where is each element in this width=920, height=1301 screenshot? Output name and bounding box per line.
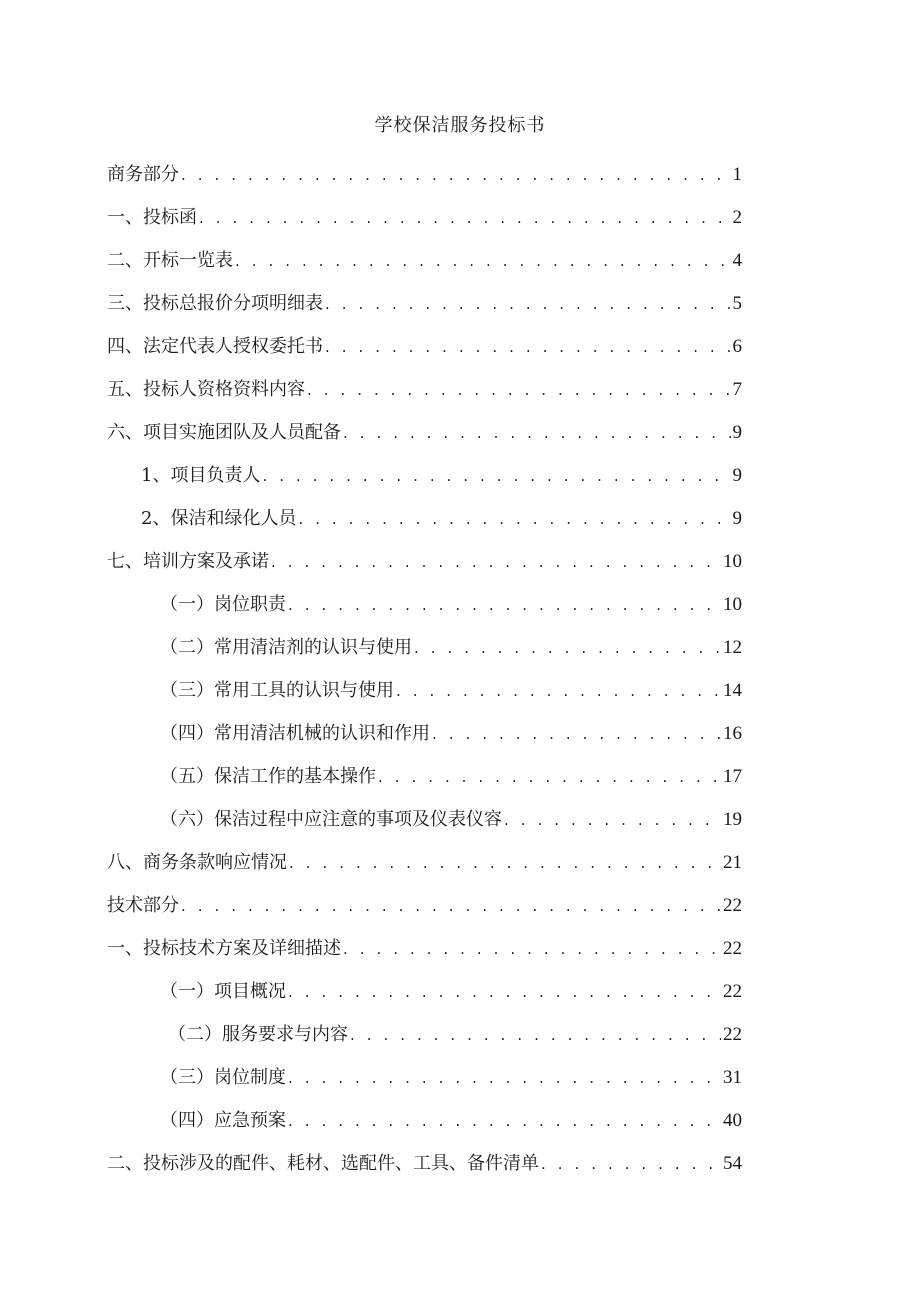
toc-entry-label: （五）保洁工作的基本操作 <box>160 766 376 787</box>
toc-page-number: 17 <box>723 766 742 787</box>
toc-page-number: 7 <box>732 379 742 400</box>
toc-dot-leader <box>181 892 721 920</box>
toc-entry-label: 二、开标一览表 <box>107 250 233 271</box>
toc-entry[interactable] <box>160 978 742 1006</box>
toc-dot-leader <box>541 1150 721 1178</box>
toc-entry-label: （四）应急预案 <box>160 1110 286 1131</box>
toc-dot-leader <box>288 1107 721 1135</box>
toc-dot-leader <box>350 1021 721 1049</box>
toc-entry[interactable] <box>107 892 742 920</box>
toc-entry-label: 技术部分 <box>107 895 179 916</box>
toc-entry-label: （六）保洁过程中应注意的事项及仪表仪容 <box>160 809 502 830</box>
toc-page-number: 9 <box>732 465 742 486</box>
toc-entry[interactable] <box>107 849 742 877</box>
toc-entry-label: （二）常用清洁剂的认识与使用 <box>160 637 412 658</box>
toc-entry[interactable] <box>107 1150 742 1178</box>
toc-entry-label: （二）服务要求与内容 <box>168 1024 348 1045</box>
toc-page-number: 10 <box>723 594 742 615</box>
toc-page-number: 22 <box>723 981 742 1002</box>
toc-page-number: 31 <box>723 1067 742 1088</box>
toc-entry-label: 一、投标函 <box>107 207 197 228</box>
toc-dot-leader <box>343 935 721 963</box>
toc-entry[interactable] <box>160 634 742 662</box>
toc-entry[interactable] <box>168 1021 742 1049</box>
toc-entry-label: 商务部分 <box>107 164 179 185</box>
toc-dot-leader <box>378 763 721 791</box>
toc-page-number: 10 <box>723 551 742 572</box>
toc-entry[interactable] <box>107 419 742 447</box>
toc-entry[interactable] <box>107 247 742 275</box>
toc-page-number: 40 <box>723 1110 742 1131</box>
toc-dot-leader <box>271 548 721 576</box>
toc-entry-label: （四）常用清洁机械的认识和作用 <box>160 723 430 744</box>
toc-dot-leader <box>414 634 721 662</box>
toc-entry-label: （一）岗位职责 <box>160 594 286 615</box>
toc-entry[interactable] <box>160 720 742 748</box>
toc-page-number: 9 <box>732 508 742 529</box>
toc-entry[interactable] <box>160 591 742 619</box>
toc-entry[interactable] <box>107 161 742 189</box>
toc-dot-leader <box>288 1064 721 1092</box>
toc-page-number: 19 <box>723 809 742 830</box>
toc-entry[interactable] <box>160 763 742 791</box>
toc-entry-label: 七、培训方案及承诺 <box>107 551 269 572</box>
toc-dot-leader <box>181 161 731 189</box>
toc-page-number: 22 <box>723 1024 742 1045</box>
toc-dot-leader <box>325 333 731 361</box>
toc-page-number: 4 <box>732 250 742 271</box>
toc-entry[interactable] <box>160 1064 742 1092</box>
toc-dot-leader <box>504 806 721 834</box>
toc-entry[interactable] <box>107 333 742 361</box>
toc-entry[interactable] <box>141 505 742 533</box>
toc-entry-label: 2、保洁和绿化人员 <box>141 508 297 529</box>
toc-entry[interactable] <box>160 806 742 834</box>
toc-page-number: 12 <box>723 637 742 658</box>
toc-entry-label: 五、投标人资格资料内容 <box>107 379 305 400</box>
toc-entry[interactable] <box>107 204 742 232</box>
toc-dot-leader <box>288 978 721 1006</box>
toc-entry[interactable] <box>107 376 742 404</box>
toc-dot-leader <box>325 290 731 318</box>
toc-page-number: 22 <box>723 895 742 916</box>
toc-dot-leader <box>298 505 730 533</box>
toc-page-number: 22 <box>723 938 742 959</box>
toc-entry-label: 八、商务条款响应情况 <box>107 852 287 873</box>
toc-entry[interactable] <box>107 290 742 318</box>
toc-entry-label: 六、项目实施团队及人员配备 <box>107 422 341 443</box>
toc-entry-label: 一、投标技术方案及详细描述 <box>107 938 341 959</box>
toc-page-number: 2 <box>732 207 742 228</box>
toc-dot-leader <box>343 419 731 447</box>
toc-entry-label: （三）岗位制度 <box>160 1067 286 1088</box>
toc-entry[interactable] <box>160 1107 742 1135</box>
toc-page-number: 16 <box>723 723 742 744</box>
toc-dot-leader <box>235 247 731 275</box>
toc-entry-label: （三）常用工具的认识与使用 <box>160 680 394 701</box>
toc-dot-leader <box>396 677 721 705</box>
toc-page-number: 54 <box>723 1153 742 1174</box>
toc-page-number: 1 <box>732 164 742 185</box>
toc-page-number: 6 <box>732 336 742 357</box>
toc-dot-leader <box>432 720 721 748</box>
toc-entry-label: 二、投标涉及的配件、耗材、选配件、工具、备件清单 <box>107 1153 539 1174</box>
toc-dot-leader <box>289 849 721 877</box>
toc-page-number: 21 <box>723 852 742 873</box>
toc-page-number: 5 <box>732 293 742 314</box>
toc-page-number: 14 <box>723 680 742 701</box>
toc-dot-leader <box>262 462 730 490</box>
toc-entry[interactable] <box>107 935 742 963</box>
toc-entry[interactable] <box>141 462 742 490</box>
document-title: 学校保洁服务投标书 <box>374 115 546 136</box>
toc-entry-label: 三、投标总报价分项明细表 <box>107 293 323 314</box>
toc-dot-leader <box>288 591 721 619</box>
toc-entry[interactable] <box>107 548 742 576</box>
toc-entry-label: 四、法定代表人授权委托书 <box>107 336 323 357</box>
toc-entry[interactable] <box>160 677 742 705</box>
toc-dot-leader <box>199 204 731 232</box>
toc-entry-label: 1、项目负责人 <box>141 465 261 486</box>
toc-page-number: 9 <box>732 422 742 443</box>
toc-entry-label: （一）项目概况 <box>160 981 286 1002</box>
toc-dot-leader <box>307 376 731 404</box>
